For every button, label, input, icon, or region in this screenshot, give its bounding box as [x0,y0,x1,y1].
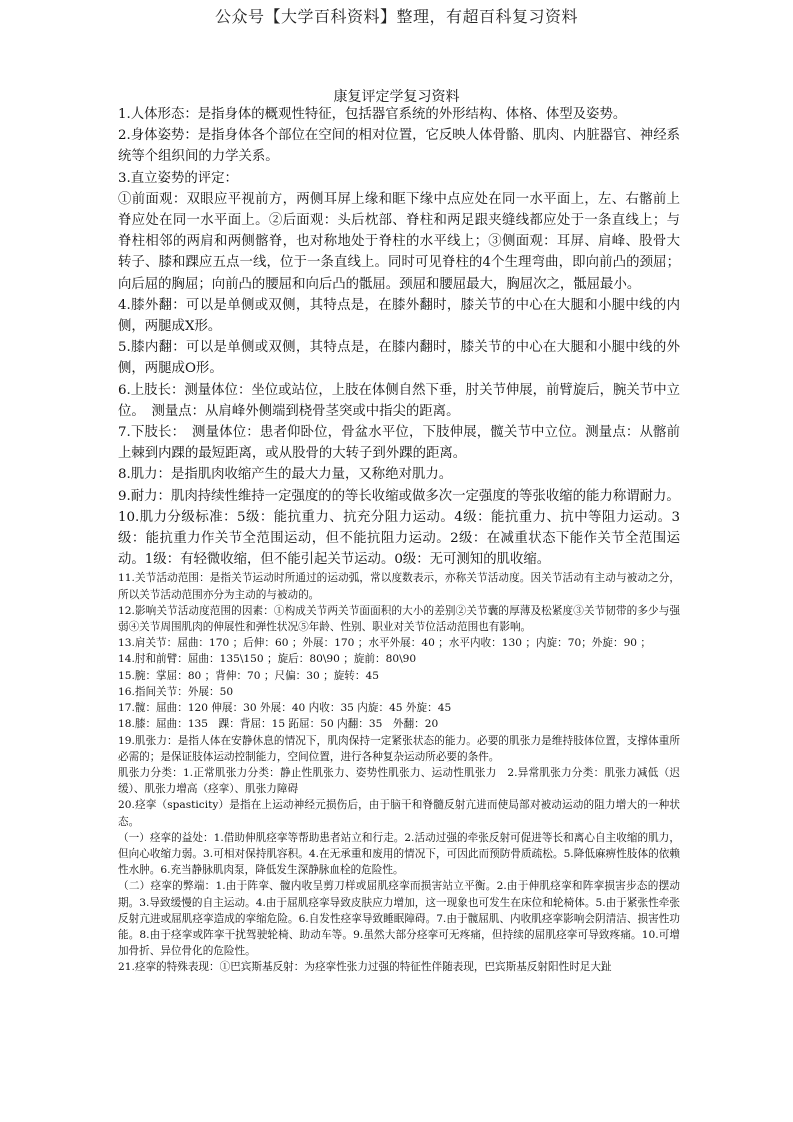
paragraph-spasticity-signs: 21.痉挛的特殊表现：①巴宾斯基反射：为痉挛性张力过强的特征性伴随表现，巴宾斯基反射阳性时足大趾 [118,961,612,974]
paragraph-knee-ankle: 18.膝：屈曲：135 踝：背屈：15 跖屈：50 内翻：35 外翻：20 [118,718,439,731]
paragraph-upright-posture-views: ①前面观：双眼应平视前方，两侧耳屏上缘和眶下缘中点应处在同一水平面上，左、右髂前上脊应处在同一水平面上。②后面观：头后枕部、脊柱和两足跟夹缝线都应处于一条直线上；与脊柱相邻的两肩和两侧髂脊，也对称地处于脊柱的水平线上；③侧面观：耳屏、肩峰、股骨大转子、膝和踝应五点一线，位于一条直线上。同时可见脊柱的4个生理弯曲，即向前凸的颈屈；向后屈的胸屈；向前凸的腰屈和向后凸的骶屈。颈屈和腰屈最大，胸屈次之，骶屈最小。 [118,191,680,292]
paragraph-hip: 17.髋：屈曲：120 伸展：30 外展：40 内收：35 内旋：45 外旋：45 [118,702,452,715]
paragraph-muscle-tone: 19.肌张力：是指人体在安静休息的情况下，肌肉保持一定紧张状态的能力。必要的肌张力是维持肢体位置，支撑体重所必需的；是保证肢体运动控制能力，空间位置，进行各种复杂运动所必要的条件。 [118,734,680,763]
paragraph-rom-factors: 12.影响关节活动度范围的因素：①构成关节两关节面面积的大小的差别②关节囊的厚薄及松紧度③关节韧带的多少与强弱④关节周围肌肉的伸展性和弹性状况⑤年龄、性别、职业对关节位活动范围也有影响。 [118,604,680,634]
paragraph-spasticity: 20.痉挛（spasticity）是指在上运动神经元损伤后，由于脑干和脊髓反射亢进而使局部对被动运动的阻力增大的一种状态。 [118,799,680,828]
paragraph-body-shape: 1.人体形态：是指身体的概观性特征，包括器官系统的外形结构、体格、体型及姿势。 [118,107,627,122]
document-body [118,104,680,976]
paragraph-strength-grading: 10.肌力分级标准：5级：能抗重力、抗充分阻力运动。4级：能抗重力、抗中等阻力运动。3级：能抗重力作关节全范围运动，但不能抗阻力运动。2级：在减重状态下能作关节全范围运动。1级：有轻微收缩，但不能引起关节运动。0级：无可测知的肌收缩。 [118,509,680,568]
paragraph-spasticity-drawbacks: （二）痉挛的弊端：1.由于阵挛、髋内收呈剪刀样或屈肌痉挛而损害站立平衡。2.由于伸肌痉挛和阵挛损害步态的摆动期。3.导致缓慢的自主运动。4.由于屈肌痉挛导致皮肤应力增加，这一现象也可发生在床位和轮椅体。5.由于紧张性牵张反射亢进或屈肌痉挛造成的挛缩危险。6.自发性痉挛导致睡眠障碍。7.由于髋屈肌、内收肌痉挛影响会阴清洁、损害性功能。8.由于痉挛或阵挛干扰驾驶轮椅、助动车等。9.虽然大部分痉挛可无疼痛，但持续的屈肌痉挛可导致疼痛。10.可增加骨折、异位骨化的危险性。 [118,880,680,958]
paragraph-lower-limb-length: 7.下肢长： 测量体位：患者仰卧位，骨盆水平位，下肢伸展，髋关节中立位。测量点：从髂前上棘到内踝的最短距离，或从股骨的大转子到外踝的距离。 [118,425,680,462]
paragraph-range-of-motion: 11.关节活动范围：是指关节运动时所通过的运动弧，常以度数表示，亦称关节活动度。因关节活动有主动与被动之分，所以关节活动范围亦分为主动的与被动的。 [118,572,680,601]
paragraph-elbow-forearm: 14.肘和前臂：屈曲：135\150 ；旋后：80\90 ；旋前：80\90 [118,653,417,666]
page-header: 公众号【大学百科资料】整理，有超百科复习资料 [214,7,578,26]
paragraph-spasticity-benefits: （一）痉挛的益处：1.借助伸肌痉挛等帮助患者站立和行走。2.活动过强的牵张反射可促进等长和离心自主收缩的肌力，但向心收缩力弱。3.可相对保持肌容积。4.在无承重和废用的情况下，可因此而预防骨质疏松。5.降低麻痹性肢体的依赖性水肿。6.充当静脉肌肉泵，降低发生深静脉血栓的危险性。 [118,831,680,877]
paragraph-knee-varus: 5.膝内翻：可以是单侧或双侧，其特点是，在膝内翻时，膝关节的中心在大腿和小腿中线的外侧，两腿成O形。 [118,340,680,377]
document-title: 康复评定学复习资料 [333,89,460,105]
paragraph-wrist: 15.腕：掌屈：80 ；背伸：70 ；尺偏：30 ；旋转：45 [118,669,379,682]
paragraph-knee-valgus: 4.膝外翻：可以是单侧或双侧，其特点是，在膝外翻时，膝关节的中心在大腿和小腿中线的内侧，两腿成X形。 [118,297,680,335]
paragraph-body-posture: 2.身体姿势：是指身体各个部位在空间的相对位置，它反映人体骨骼、肌肉、内脏器官、神经系统等个组织间的力学关系。 [118,128,680,165]
paragraph-muscle-tone-classification: 肌张力分类：1.正常肌张力分类：静止性肌张力、姿势性肌张力、运动性肌张力 2.异常肌张力分类：肌张力减低（迟缓）、肌张力增高（痉挛）、肌张力障碍 [118,766,680,796]
paragraph-upper-limb-length: 6.上肢长：测量体位：坐位或站位，上肢在体侧自然下垂，肘关节伸展，前臂旋后，腕关节中立位。 测量点：从肩峰外侧端到桡骨茎突或中指尖的距离。 [118,382,680,419]
paragraph-upright-posture-heading: 3.直立姿势的评定： [118,170,238,186]
paragraph-shoulder: 13.肩关节：屈曲：170 ；后伸：60 ；外展：170 ；水平外展：40 ；水平内收：130 ；内旋：70；外旋：90 ； [118,637,652,650]
paragraph-endurance: 9.耐力：肌肉持续性维持一定强度的的等长收缩或做多次一定强度的等张收缩的能力称谓耐力。 [118,488,680,504]
paragraph-muscle-strength: 8.肌力：是指肌肉收缩产生的最大力量，又称绝对肌力。 [118,467,453,483]
paragraph-interphalangeal: 16.指间关节：外展：50 [118,685,234,698]
